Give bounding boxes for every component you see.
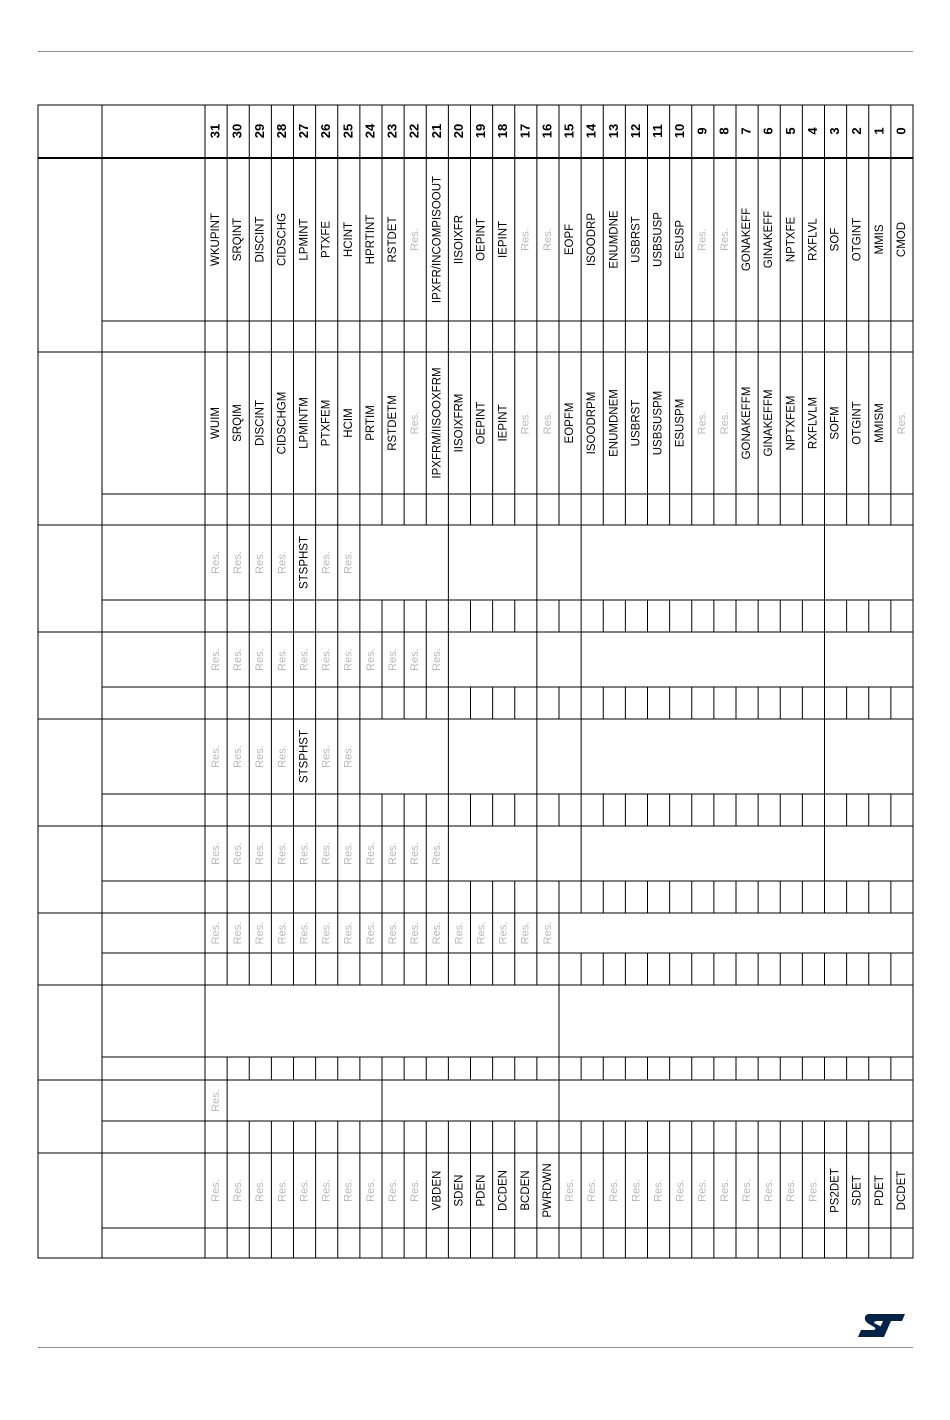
reserved-field: Res. xyxy=(209,648,222,671)
field-otgint: OTGINT xyxy=(851,217,864,262)
reserved-field: Res. xyxy=(431,921,444,945)
reserved-field: Res. xyxy=(276,648,289,671)
field-sof: SOF xyxy=(829,227,842,252)
reserved-field: Res. xyxy=(652,1179,665,1202)
field-dcdet: DCDET xyxy=(895,1170,908,1211)
reserved-field: Res. xyxy=(320,921,333,945)
field-mmism: MMISM xyxy=(873,403,886,443)
field-discint: DISCINT xyxy=(254,216,267,263)
bit-number-header: 7 xyxy=(738,127,754,135)
field-prtim: PRTIM xyxy=(364,405,377,441)
reserved-field: Res. xyxy=(320,648,333,671)
field-nptxfem: NPTXFEM xyxy=(785,395,798,451)
field-iisoixfr: IISOIXFR xyxy=(453,214,466,265)
field-hcint: HCINT xyxy=(342,221,355,258)
bit-number-header: 12 xyxy=(627,123,643,139)
field-enumdnem: ENUMDNEM xyxy=(608,389,621,457)
reserved-field: Res. xyxy=(342,1179,355,1202)
reserved-field: Res. xyxy=(320,551,333,574)
field-pwrdwn: PWRDWN xyxy=(541,1163,554,1218)
bit-number-header: 28 xyxy=(273,123,289,139)
reserved-field: Res. xyxy=(298,1179,311,1202)
field-iisoixfrm: IISOIXFRM xyxy=(453,393,466,453)
bit-number-header: 31 xyxy=(207,123,223,139)
bit-number-header: 9 xyxy=(694,127,710,135)
reserved-field: Res. xyxy=(364,648,377,671)
reserved-field: Res. xyxy=(718,228,731,251)
reserved-field: Res. xyxy=(342,551,355,574)
bit-number-header: 26 xyxy=(318,123,334,139)
field-wuim: WUIM xyxy=(210,407,223,439)
reserved-field: Res. xyxy=(232,1179,245,1202)
field-gonakeff: GONAKEFF xyxy=(741,207,754,272)
reserved-field: Res. xyxy=(209,1089,222,1112)
reserved-field: Res. xyxy=(276,921,289,945)
bit-number-header: 4 xyxy=(804,127,820,135)
reserved-field: Res. xyxy=(497,921,510,945)
bit-number-header: 10 xyxy=(672,123,688,139)
bit-number-header: 0 xyxy=(893,127,909,135)
reserved-field: Res. xyxy=(254,842,267,865)
reserved-field: Res. xyxy=(696,411,709,435)
reserved-field: Res. xyxy=(209,842,222,865)
field-srqint: SRQINT xyxy=(232,217,245,262)
bit-number-header: 17 xyxy=(517,123,533,139)
field-ipxfr-incompisoout: IPXFR/INCOMPISOOUT xyxy=(431,175,444,304)
reserved-field: Res. xyxy=(298,921,311,945)
reserved-field: Res. xyxy=(364,1179,377,1202)
reserved-field: Res. xyxy=(342,921,355,945)
reserved-field: Res. xyxy=(232,921,245,945)
reserved-field: Res. xyxy=(409,228,422,251)
reserved-field: Res. xyxy=(254,921,267,945)
reserved-field: Res. xyxy=(608,1179,621,1202)
field-dcden: DCDEN xyxy=(497,1170,510,1211)
bit-number-header: 14 xyxy=(583,123,599,139)
field-rstdet: RSTDET xyxy=(387,216,400,263)
field-ginakeff: GINAKEFF xyxy=(763,210,776,269)
field-otgint: OTGINT xyxy=(851,401,864,445)
field-iepint: IEPINT xyxy=(497,220,510,259)
field-mmis: MMIS xyxy=(873,224,886,255)
reserved-field: Res. xyxy=(541,921,554,945)
field-usbrst: USBRST xyxy=(630,399,643,447)
reserved-field: Res. xyxy=(409,648,422,671)
bit-number-header: 20 xyxy=(450,123,466,139)
field-esusp: ESUSP xyxy=(674,220,687,259)
field-stsphst: STSPHST xyxy=(298,535,311,590)
field-srqim: SRQIM xyxy=(232,404,245,442)
field-ipxfrm-iisooxfrm: IPXFRM/IISOOXFRM xyxy=(431,367,444,479)
reserved-field: Res. xyxy=(342,745,355,768)
field-bcden: BCDEN xyxy=(519,1170,532,1211)
bit-number-header: 1 xyxy=(871,127,887,135)
reserved-field: Res. xyxy=(254,1179,267,1202)
field-hprtint: HPRTINT xyxy=(364,214,377,265)
reserved-field: Res. xyxy=(232,745,245,768)
field-wkupint: WKUPINT xyxy=(210,212,223,267)
field-lpmintm: LPMINTM xyxy=(298,397,311,449)
reserved-field: Res. xyxy=(541,228,554,251)
reserved-field: Res. xyxy=(364,842,377,865)
bit-number-header: 22 xyxy=(406,123,422,139)
footer-rule xyxy=(38,1347,913,1348)
st-logo xyxy=(855,1310,907,1340)
reserved-field: Res. xyxy=(763,1179,776,1202)
reserved-field: Res. xyxy=(254,648,267,671)
reserved-field: Res. xyxy=(409,921,422,945)
reserved-field: Res. xyxy=(298,648,311,671)
bit-number-header: 29 xyxy=(251,123,267,139)
field-cmod: CMOD xyxy=(895,221,908,258)
bit-number-header: 13 xyxy=(605,123,621,139)
reserved-field: Res. xyxy=(785,1179,798,1202)
table-border xyxy=(38,105,913,1258)
field-eopf: EOPF xyxy=(564,223,577,256)
field-rxflvl: RXFLVL xyxy=(807,218,820,261)
reserved-field: Res. xyxy=(409,1179,422,1202)
field-eopfm: EOPFM xyxy=(564,402,577,444)
reserved-field: Res. xyxy=(386,648,399,671)
reserved-field: Res. xyxy=(519,411,532,435)
field-usbsusp: USBSUSP xyxy=(652,212,665,267)
reserved-field: Res. xyxy=(409,411,422,435)
reserved-field: Res. xyxy=(276,1179,289,1202)
reserved-field: Res. xyxy=(431,842,444,865)
reserved-field: Res. xyxy=(342,842,355,865)
bit-number-header: 8 xyxy=(716,127,732,135)
reserved-field: Res. xyxy=(364,921,377,945)
field-pdet: PDET xyxy=(873,1175,886,1206)
bit-number-header: 21 xyxy=(428,123,444,139)
field-lpmint: LPMINT xyxy=(298,218,311,261)
field-usbsuspm: USBSUSPM xyxy=(652,390,665,456)
reserved-field: Res. xyxy=(696,228,709,251)
field-sofm: SOFM xyxy=(829,406,842,440)
field-gonakeffm: GONAKEFFM xyxy=(741,386,754,460)
reserved-field: Res. xyxy=(209,921,222,945)
reserved-field: Res. xyxy=(630,1179,643,1202)
field-cidschg: CIDSCHG xyxy=(276,212,289,267)
reserved-field: Res. xyxy=(209,551,222,574)
reserved-field: Res. xyxy=(232,551,245,574)
reserved-field: Res. xyxy=(342,648,355,671)
reserved-field: Res. xyxy=(386,842,399,865)
field-vbden: VBDEN xyxy=(431,1170,444,1211)
field-sdet: SDET xyxy=(851,1175,864,1206)
reserved-field: Res. xyxy=(386,921,399,945)
reserved-field: Res. xyxy=(409,842,422,865)
reserved-field: Res. xyxy=(209,1179,222,1202)
field-ps2det: PS2DET xyxy=(829,1168,842,1213)
bit-number-header: 27 xyxy=(296,123,311,139)
reserved-field: Res. xyxy=(807,1179,820,1202)
reserved-field: Res. xyxy=(254,551,267,574)
field-pden: PDEN xyxy=(475,1174,488,1207)
reserved-field: Res. xyxy=(431,648,444,671)
reserved-field: Res. xyxy=(386,1179,399,1202)
reserved-field: Res. xyxy=(718,411,731,435)
bit-number-header: 3 xyxy=(827,127,842,135)
field-isoodrp: ISOODRP xyxy=(586,212,599,267)
reserved-field: Res. xyxy=(453,921,466,945)
bit-number-header: 15 xyxy=(561,123,577,139)
field-sden: SDEN xyxy=(453,1174,466,1207)
reserved-field: Res. xyxy=(718,1179,731,1202)
bit-number-header: 11 xyxy=(650,124,665,138)
field-nptxfe: NPTXFE xyxy=(785,216,798,263)
field-oepint: OEPINT xyxy=(475,401,488,445)
field-stsphst: STSPHST xyxy=(298,729,311,784)
reserved-field: Res. xyxy=(320,1179,333,1202)
field-oepint: OEPINT xyxy=(475,218,488,261)
bit-number-header: 16 xyxy=(539,123,555,139)
reserved-field: Res. xyxy=(674,1179,687,1202)
reserved-field: Res. xyxy=(519,921,532,945)
field-enumdne: ENUMDNE xyxy=(608,210,621,269)
bit-number-header: 25 xyxy=(340,123,356,139)
bit-number-header: 6 xyxy=(760,127,776,135)
field-isoodrpm: ISOODRPM xyxy=(586,391,599,455)
bit-number-header: 5 xyxy=(782,127,798,135)
field-ginakeffm: GINAKEFFM xyxy=(763,389,776,457)
reserved-field: Res. xyxy=(276,745,289,768)
reserved-field: Res. xyxy=(254,745,267,768)
field-rxflvlm: RXFLVLM xyxy=(807,396,820,450)
field-hcim: HCIM xyxy=(342,408,355,438)
bit-number-header: 2 xyxy=(849,127,865,135)
reserved-field: Res. xyxy=(298,842,311,865)
bit-number-header: 18 xyxy=(495,123,511,139)
field-esuspm: ESUSPM xyxy=(674,398,687,448)
bit-number-header: 19 xyxy=(473,123,488,139)
field-rstdetm: RSTDETM xyxy=(387,395,400,451)
reserved-field: Res. xyxy=(276,842,289,865)
field-iepint: IEPINT xyxy=(497,404,510,442)
reserved-field: Res. xyxy=(740,1179,753,1202)
field-ptxfem: PTXFEM xyxy=(320,399,333,447)
bit-number-header: 24 xyxy=(362,123,378,139)
field-usbrst: USBRST xyxy=(630,216,643,263)
reserved-field: Res. xyxy=(209,745,222,768)
reserved-field: Res. xyxy=(232,842,245,865)
reserved-field: Res. xyxy=(541,411,554,435)
bit-number-header: 23 xyxy=(384,123,400,139)
reserved-field: Res. xyxy=(519,228,532,251)
bit-number-header: 30 xyxy=(229,123,245,139)
reserved-field: Res. xyxy=(696,1179,709,1202)
reserved-field: Res. xyxy=(320,842,333,865)
reserved-field: Res. xyxy=(320,745,333,768)
reserved-field: Res. xyxy=(475,921,488,945)
reserved-field: Res. xyxy=(276,551,289,574)
field-cidschgm: CIDSCHGM xyxy=(276,391,289,455)
reserved-field: Res. xyxy=(895,411,908,435)
field-discint: DISCINT xyxy=(254,400,267,446)
field-ptxfe: PTXFE xyxy=(320,220,333,259)
reserved-field: Res. xyxy=(563,1179,576,1202)
reserved-field: Res. xyxy=(586,1179,599,1202)
reserved-field: Res. xyxy=(232,648,245,671)
